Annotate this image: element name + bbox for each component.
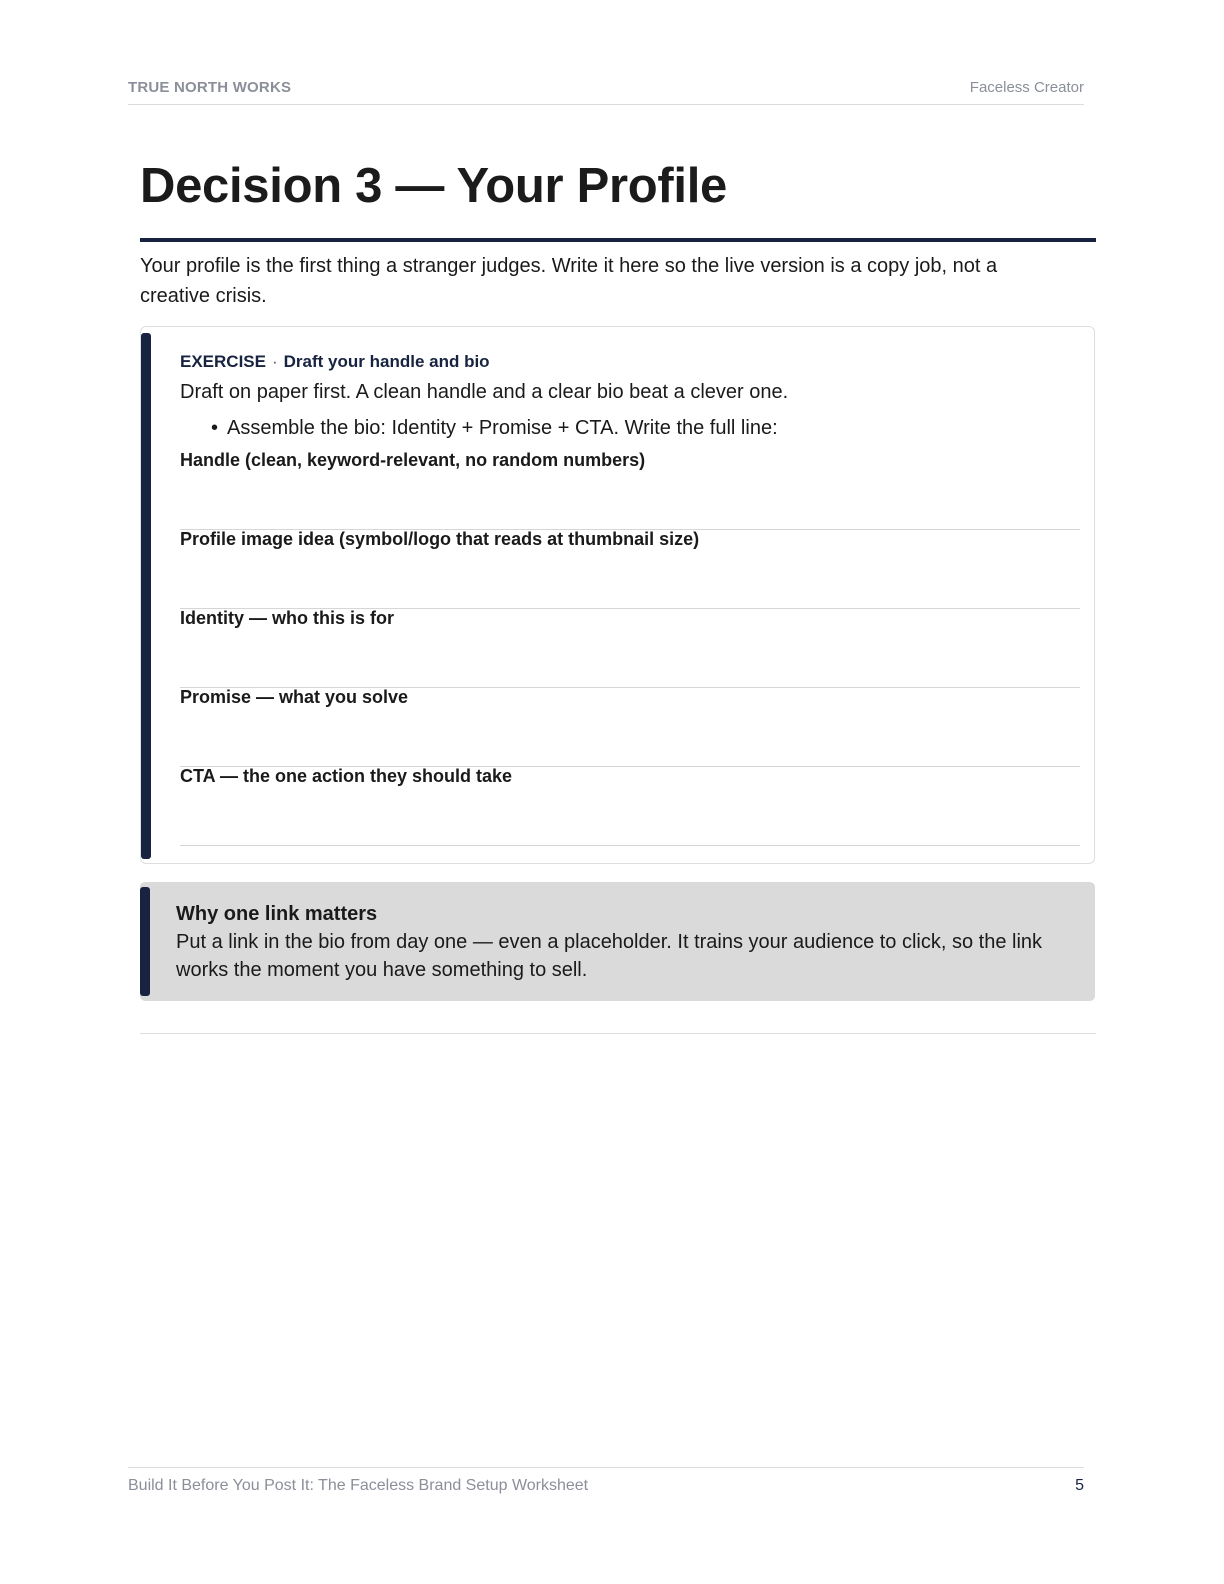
intro-paragraph: Your profile is the first thing a stranger judges. Write it here so the live version is a copy job, not a creative crisis.: [140, 255, 998, 307]
callout-accent-bar: [140, 887, 150, 996]
profile-image-field-label: Profile image idea (symbol/logo that reads at thumbnail size): [180, 529, 700, 549]
page-title: Decision 3 — Your Profile: [140, 159, 728, 213]
profile-image-field[interactable]: [180, 529, 1080, 609]
tip-callout: [140, 882, 1095, 1001]
brand-name: TRUE NORTH WORKS: [128, 79, 292, 96]
exercise-heading: [180, 352, 490, 372]
exercise-separator: ·: [271, 352, 278, 371]
handle-field[interactable]: [180, 450, 1080, 530]
promise-field-label: Promise — what you solve: [180, 687, 409, 707]
page-header: [128, 77, 1084, 105]
page-number: 5: [1075, 1477, 1084, 1494]
document-label: Faceless Creator: [969, 79, 1084, 96]
cta-field[interactable]: [180, 766, 1080, 846]
callout-title: Why one link matters: [176, 903, 378, 925]
page-footer: [128, 1467, 1084, 1498]
identity-field[interactable]: [180, 608, 1080, 688]
callout-body: Put a link in the bio from day one — even a placeholder. It trains your audience to click, so the link works the moment you have something to sell.: [176, 931, 1043, 981]
bullet-text: Assemble the bio: Identity + Promise + CTA. Write the full line:: [227, 417, 778, 439]
exercise-box: [140, 326, 1095, 864]
section-divider: [140, 1033, 1096, 1034]
exercise-bullet-item: [211, 417, 778, 440]
identity-field-label: Identity — who this is for: [180, 608, 395, 628]
promise-field[interactable]: [180, 687, 1080, 767]
exercise-tag: EXERCISE: [180, 352, 266, 371]
exercise-accent-bar: [141, 333, 151, 859]
bullet-marker: •: [211, 417, 219, 439]
cta-field-label: CTA — the one action they should take: [180, 766, 513, 786]
exercise-instructions: Draft on paper first. A clean handle and a clear bio beat a clever one.: [180, 381, 789, 403]
title-divider: [140, 238, 1096, 242]
footer-document-title: Build It Before You Post It: The Faceless Brand Setup Worksheet: [128, 1477, 589, 1494]
exercise-title: Draft your handle and bio: [283, 352, 490, 371]
handle-field-label: Handle (clean, keyword-relevant, no random numbers): [180, 450, 646, 470]
